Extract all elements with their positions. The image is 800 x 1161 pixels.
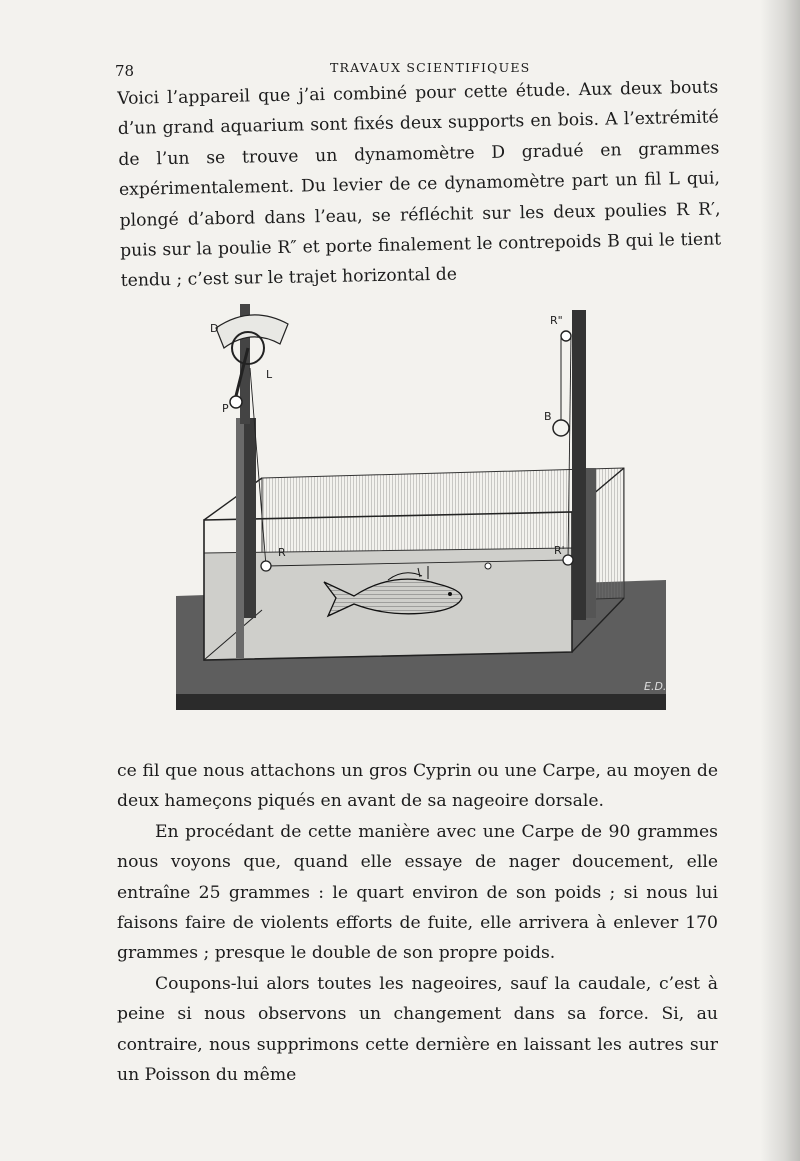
label-l: L: [266, 368, 273, 381]
label-r-top: R": [550, 314, 563, 327]
page-edge-shadow: [760, 0, 800, 1161]
float-bead: [485, 563, 491, 569]
pulley-p: [230, 396, 242, 408]
paragraph: ce fil que nous attachons un gros Cyprin ou une Carpe, au moyen de deux hameçons piqués en avant de sa nageoire dorsale.: [117, 761, 718, 812]
pulley-r: [261, 561, 271, 571]
paragraph: Coupons-lui alors toutes les nageoires, sauf la caudale, c’est à peine si nous observons un changement dans sa force. Si, au contraire, nous supprimons cette dernière en laissant les autres sur un Poisson du même: [117, 973, 718, 1086]
aquarium-engraving: [176, 298, 668, 718]
running-head: TRAVAUX SCIENTIFIQUES: [330, 60, 531, 75]
right-support: [572, 310, 586, 620]
dynamometer-scale: [216, 315, 288, 348]
label-d: D: [210, 322, 219, 335]
paragraph: En procédant de cette manière avec une Carpe de 90 grammes nous voyons que, quand elle essaye de nager doucement, elle entraîne 25 grammes : le quart environ de son poids ; si nous lui faisons faire de violents efforts de fuite, elle arrivera à enlever 170 grammes ; presque le double de son propre poids.: [117, 821, 718, 964]
body-text-top: [117, 72, 722, 296]
label-r-right: R': [554, 544, 565, 557]
page-number: 78: [115, 62, 135, 80]
label-r-left: R: [278, 546, 286, 559]
engraver-signature: E.D.: [644, 680, 667, 693]
counterweight-b: [553, 420, 569, 436]
body-text-bottom: [117, 756, 718, 1090]
label-p: P: [222, 402, 229, 415]
paragraph: Voici l’appareil que j’ai combiné pour cette étude. Aux deux bouts d’un grand aquarium sont fixés deux supports en bois. A l’extrémité de l’un se trouve un dynamomètre D gradué en grammes expérimentalement. Du levier de ce dynamomètre part un fil L qui, plongé d’abord dans l’eau, se réfléchit sur les deux poulies R R′, puis sur la poulie R″ et porte finalement le contrepoids B qui le tient tendu ; c’est sur le trajet horizontal de: [117, 77, 722, 292]
label-b: B: [544, 410, 552, 423]
left-support: [242, 418, 256, 618]
apparatus-figure: [176, 298, 668, 718]
pulley-r-top: [561, 331, 571, 341]
table-edge: [176, 694, 666, 710]
